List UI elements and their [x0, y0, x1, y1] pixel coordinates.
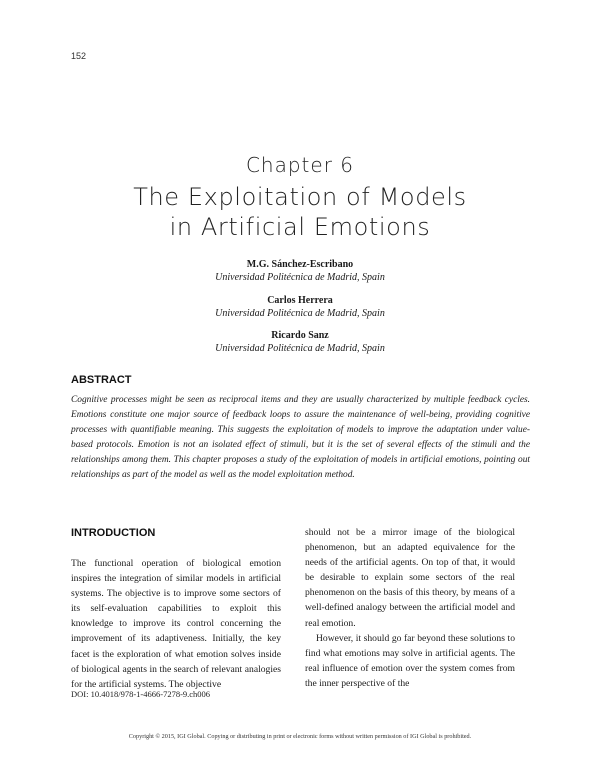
- left-column: [71, 556, 281, 692]
- chapter-label: Chapter 6: [245, 153, 355, 177]
- abstract-text: Cognitive processes might be seen as reciprocal items and they are usually characterized by multiple feedback cycles. Emotions constitute one major source of feedback loops to assure the maintenance of well-being, providing cognitive processes with quantifiable meaning. This suggests the exploitation of models to improve the adaptation under value-based protocols. Emotion is not an isolated effect of stimuli, but it is the set of several effects of the stimuli and the relationships among them. This chapter proposes a study of the exploitation of models in artificial emotions, pointing out relationships as part of the model as well as the model exploitation method.: [71, 395, 530, 480]
- chapter-title-line-2: in Artificial Emotions: [169, 213, 431, 241]
- page-number: 152: [71, 51, 87, 61]
- author-affiliation: Universidad Politécnica de Madrid, Spain: [215, 272, 385, 283]
- doi-line: DOI: 10.4018/978-1-4666-7278-9.ch006: [71, 689, 211, 699]
- intro-paragraph: The functional operation of biological emotion inspires the integration of similar models in artificial systems. The objective is to improve some sectors of its self-evaluation capabilities to exploit this knowledge to improve its control concerning the improvement of its adaptiveness. Initially, the key facet is the exploration of what emotion solves inside of biological agents in the search of relevant analogies for the artificial systems. The objective: [71, 558, 281, 690]
- author-block: [0, 329, 600, 355]
- author-name: Carlos Herrera: [267, 295, 333, 306]
- right-column: [305, 525, 515, 691]
- introduction-heading: INTRODUCTION: [71, 527, 156, 539]
- author-affiliation: Universidad Politécnica de Madrid, Spain: [215, 308, 385, 319]
- intro-paragraph: should not be a mirror image of the biological phenomenon, but an adapted equivalence for the needs of the artificial agents. On top of that, it would be desirable to explain some sectors of the real phenomenon on the basis of this theory, by means of a well-defined analogy between the artificial model and real emotion.: [305, 527, 515, 629]
- author-affiliation: Universidad Politécnica de Madrid, Spain: [215, 343, 385, 354]
- author-block: [0, 294, 600, 320]
- author-name: M.G. Sánchez-Escribano: [246, 259, 354, 270]
- author-block: [0, 258, 600, 284]
- abstract-heading: ABSTRACT: [71, 374, 132, 386]
- copyright-notice: Copyright © 2015, IGI Global. Copying or distributing in print or electronic forms without written permission of IGI Global is prohibited.: [128, 733, 472, 740]
- intro-paragraph: However, it should go far beyond these solutions to find what emotions may solve in artificial agents. The real influence of emotion over the system comes from the inner perspective of the: [305, 632, 515, 689]
- chapter-title-line-1: The Exploitation of Models: [133, 183, 467, 211]
- author-name: Ricardo Sanz: [271, 330, 329, 341]
- chapter-title: [0, 182, 600, 242]
